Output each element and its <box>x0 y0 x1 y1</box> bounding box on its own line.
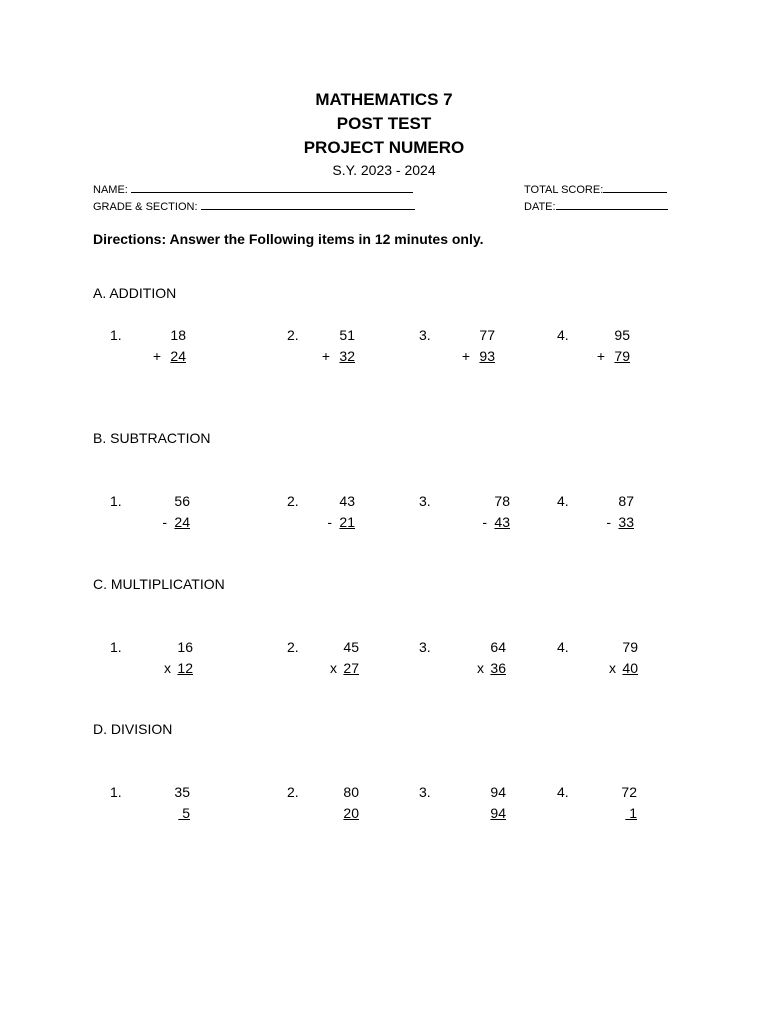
section-addition-heading: A. ADDITION <box>93 285 177 301</box>
item-number: 3. <box>419 493 431 509</box>
top-operand: 45 <box>343 639 359 655</box>
top-operand: 18 <box>170 327 186 343</box>
problem-item <box>287 492 437 536</box>
operator: + <box>321 348 330 364</box>
bottom-operand: 24 <box>170 348 186 364</box>
problem-item <box>419 638 569 682</box>
top-operand: 87 <box>618 493 634 509</box>
operator: - <box>327 514 332 530</box>
title-test-type: POST TEST <box>336 114 432 133</box>
problem-item <box>110 492 260 536</box>
operator: + <box>596 348 605 364</box>
problem-item <box>557 326 707 370</box>
bottom-operand: 24 <box>174 514 190 530</box>
problem-item <box>419 492 569 536</box>
bottom-operand: 5 <box>178 805 190 821</box>
item-number: 2. <box>287 327 299 343</box>
total-score-field <box>524 181 667 197</box>
bottom-operand: 93 <box>479 348 495 364</box>
problem-item <box>110 326 260 370</box>
name-blank <box>131 181 413 193</box>
top-operand: 77 <box>479 327 495 343</box>
item-number: 2. <box>287 639 299 655</box>
grade-section-field <box>93 198 415 214</box>
top-operand: 56 <box>174 493 190 509</box>
section-multiplication-heading: C. MULTIPLICATION <box>93 576 225 592</box>
date-blank <box>556 198 668 210</box>
top-operand: 43 <box>339 493 355 509</box>
item-number: 4. <box>557 639 569 655</box>
operator: x <box>477 660 484 676</box>
item-number: 2. <box>287 784 299 800</box>
problem-item <box>287 783 437 827</box>
grade-section-label: GRADE & SECTION: <box>93 201 198 213</box>
name-field <box>93 181 413 197</box>
problem-item <box>110 638 260 682</box>
bottom-operand: 43 <box>494 514 510 530</box>
problem-item <box>557 783 707 827</box>
bottom-operand: 36 <box>490 660 506 676</box>
bottom-operand: 20 <box>343 805 359 821</box>
item-number: 4. <box>557 784 569 800</box>
top-operand: 51 <box>339 327 355 343</box>
bottom-operand: 12 <box>177 660 193 676</box>
section-division-heading: D. DIVISION <box>93 721 173 737</box>
top-operand: 79 <box>622 639 638 655</box>
title-project: PROJECT NUMERO <box>303 138 465 157</box>
name-label: NAME: <box>93 184 128 196</box>
operator: x <box>330 660 337 676</box>
top-operand: 80 <box>343 784 359 800</box>
bottom-operand: 40 <box>622 660 638 676</box>
problem-item <box>557 492 707 536</box>
bottom-operand: 21 <box>339 514 355 530</box>
title-subject: MATHEMATICS 7 <box>315 90 453 109</box>
operator: + <box>461 348 470 364</box>
item-number: 4. <box>557 327 569 343</box>
bottom-operand: 32 <box>339 348 355 364</box>
date-field <box>524 198 668 214</box>
operator: + <box>152 348 161 364</box>
item-number: 1. <box>110 639 122 655</box>
item-number: 3. <box>419 327 431 343</box>
bottom-operand: 27 <box>343 660 359 676</box>
operator: - <box>162 514 167 530</box>
item-number: 3. <box>419 639 431 655</box>
total-score-label: TOTAL SCORE: <box>524 184 604 196</box>
item-number: 1. <box>110 784 122 800</box>
problem-item <box>419 783 569 827</box>
operator: x <box>609 660 616 676</box>
top-operand: 94 <box>490 784 506 800</box>
top-operand: 95 <box>614 327 630 343</box>
operator: - <box>606 514 611 530</box>
item-number: 2. <box>287 493 299 509</box>
top-operand: 72 <box>621 784 637 800</box>
total-score-blank <box>603 181 667 193</box>
operator: - <box>482 514 487 530</box>
problem-item <box>419 326 569 370</box>
grade-section-blank <box>201 198 415 210</box>
bottom-operand: 79 <box>614 348 630 364</box>
problem-item <box>557 638 707 682</box>
top-operand: 35 <box>174 784 190 800</box>
bottom-operand: 33 <box>618 514 634 530</box>
bottom-operand: 94 <box>490 805 506 821</box>
top-operand: 64 <box>490 639 506 655</box>
item-number: 3. <box>419 784 431 800</box>
problem-item <box>110 783 260 827</box>
item-number: 1. <box>110 493 122 509</box>
top-operand: 78 <box>494 493 510 509</box>
top-operand: 16 <box>177 639 193 655</box>
item-number: 4. <box>557 493 569 509</box>
directions: Directions: Answer the Following items in 12 minutes only. <box>93 231 484 247</box>
problem-item <box>287 638 437 682</box>
section-subtraction-heading: B. SUBTRACTION <box>93 430 211 446</box>
item-number: 1. <box>110 327 122 343</box>
date-label: DATE: <box>524 201 556 213</box>
school-year: S.Y. 2023 - 2024 <box>332 162 436 178</box>
operator: x <box>164 660 171 676</box>
bottom-operand: 1 <box>625 805 637 821</box>
problem-item <box>287 326 437 370</box>
